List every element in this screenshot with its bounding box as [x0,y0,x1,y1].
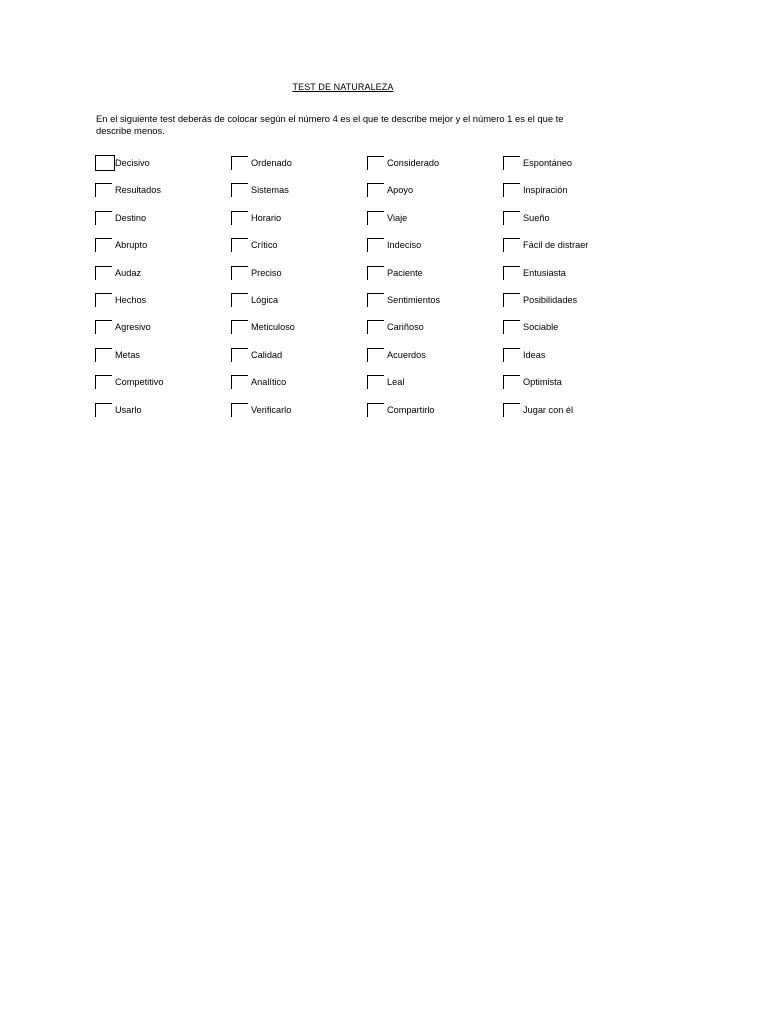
trait-item [367,346,503,373]
instructions-text: En el siguiente test deberás de colocar según el número 4 es el que te describe mejor y el número 1 es el que te describe menos. [96,113,564,136]
rank-box[interactable] [95,155,115,171]
trait-item [231,373,367,400]
trait-label: Abrupto [115,240,148,251]
rank-box[interactable] [367,320,384,334]
trait-item [367,236,503,263]
rank-box[interactable] [367,183,384,197]
trait-item [503,373,639,400]
trait-label: Competitivo [115,377,164,388]
trait-label: Sentimientos [387,294,441,305]
trait-item [95,401,231,428]
trait-label: Destino [115,212,147,223]
rank-box[interactable] [231,320,248,334]
trait-item [503,346,639,373]
rank-box[interactable] [231,156,248,170]
rank-box[interactable] [503,320,520,334]
trait-label: Entusiasta [523,267,566,278]
trait-label: Verificarlo [251,404,292,415]
trait-item [231,401,367,428]
rank-box[interactable] [503,403,520,417]
trait-item [231,318,367,345]
rank-box[interactable] [231,266,248,280]
trait-item [95,318,231,345]
rank-box[interactable] [503,266,520,280]
rank-box[interactable] [231,183,248,197]
trait-label: Ideas [523,349,546,360]
trait-label: Paciente [387,267,423,278]
trait-item [503,291,639,318]
trait-label: Horario [251,212,282,223]
trait-item [503,401,639,428]
rank-box[interactable] [231,211,248,225]
trait-label: Fácil de distraer [523,240,589,251]
trait-label: Apoyo [387,185,414,196]
trait-label: Sistemas [251,185,289,196]
trait-item [503,264,639,291]
rank-box[interactable] [367,156,384,170]
rank-box[interactable] [503,211,520,225]
rank-box[interactable] [367,293,384,307]
trait-item [367,154,503,181]
rank-box[interactable] [95,293,112,307]
rank-box[interactable] [95,266,112,280]
trait-label: Cariñoso [387,322,424,333]
rank-box[interactable] [503,293,520,307]
rank-box[interactable] [367,403,384,417]
trait-label: Indeciso [387,240,422,251]
trait-item [503,154,639,181]
trait-item [95,264,231,291]
rank-box[interactable] [503,348,520,362]
rank-box[interactable] [503,183,520,197]
rank-box[interactable] [231,348,248,362]
trait-item [231,181,367,208]
trait-item [503,318,639,345]
trait-grid [95,154,695,428]
rank-box[interactable] [95,320,112,334]
trait-label: Leal [387,377,405,388]
trait-item [95,209,231,236]
trait-label: Analítico [251,377,287,388]
rank-box[interactable] [503,156,520,170]
trait-item [231,209,367,236]
trait-label: Jugar con él [523,404,574,415]
rank-box[interactable] [503,238,520,252]
trait-item [503,209,639,236]
trait-label: Inspiración [523,185,568,196]
trait-item [95,236,231,263]
rank-box[interactable] [95,211,112,225]
trait-item [231,346,367,373]
trait-label: Decisivo [115,158,150,168]
trait-label: Preciso [251,267,282,278]
rank-box[interactable] [95,183,112,197]
trait-label: Usarlo [115,404,142,415]
trait-item [95,346,231,373]
trait-label: Crítico [251,240,278,251]
trait-item [95,154,231,181]
rank-box[interactable] [367,211,384,225]
rank-box[interactable] [95,403,112,417]
trait-item [95,181,231,208]
rank-box[interactable] [367,238,384,252]
rank-box[interactable] [231,238,248,252]
trait-label: Ordenado [251,158,292,168]
trait-item [367,291,503,318]
document-title: TEST DE NATURALEZA [292,82,394,92]
trait-label: Meticuloso [251,322,295,333]
trait-label: Sociable [523,322,559,333]
trait-label: Optimista [523,377,562,388]
trait-label: Hechos [115,294,147,305]
trait-label: Agresivo [115,322,151,333]
rank-box[interactable] [95,238,112,252]
trait-item [367,401,503,428]
trait-item [231,291,367,318]
trait-label: Calidad [251,349,283,360]
trait-label: Posibilidades [523,294,578,305]
trait-item [367,181,503,208]
trait-item [231,264,367,291]
trait-label: Compartirlo [387,404,435,415]
trait-item [95,373,231,400]
trait-item [367,318,503,345]
rank-box[interactable] [95,348,112,362]
rank-box[interactable] [231,403,248,417]
trait-item [367,373,503,400]
trait-item [231,236,367,263]
rank-box[interactable] [367,348,384,362]
trait-label: Resultados [115,185,161,196]
rank-box[interactable] [367,266,384,280]
rank-box[interactable] [367,375,384,389]
trait-label: Lógica [251,294,279,305]
trait-label: Considerado [387,158,440,168]
trait-label: Acuerdos [387,349,426,360]
rank-box[interactable] [231,375,248,389]
trait-item [367,264,503,291]
trait-label: Espontáneo [523,158,573,168]
trait-item [231,154,367,181]
rank-box[interactable] [95,375,112,389]
trait-label: Metas [115,349,141,360]
trait-item [367,209,503,236]
trait-item [503,236,639,263]
trait-label: Viaje [387,212,408,223]
trait-label: Sueño [523,212,550,223]
trait-item [95,291,231,318]
rank-box[interactable] [503,375,520,389]
trait-label: Audaz [115,267,142,278]
trait-item [503,181,639,208]
rank-box[interactable] [231,293,248,307]
